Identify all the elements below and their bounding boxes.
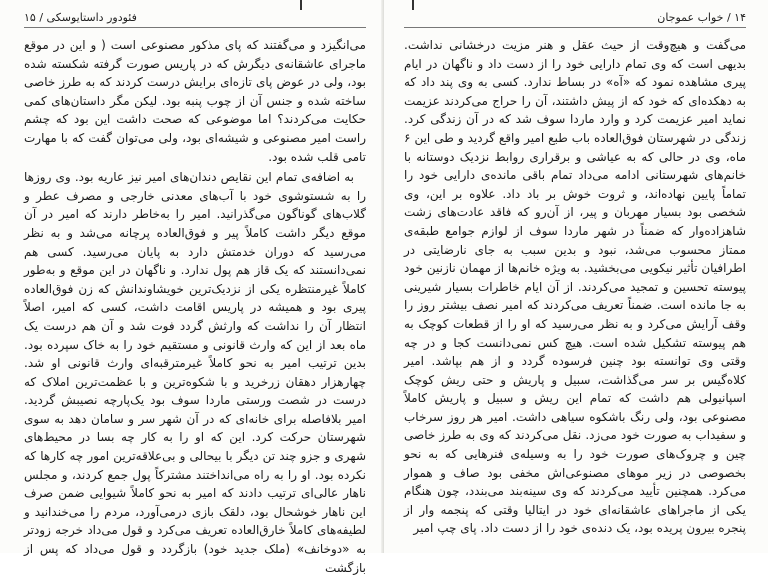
left-running-head: فئودور داستایوسکی / ۱۵ (24, 11, 137, 24)
left-head-rule (24, 27, 366, 28)
right-paragraph-1: می‌گفت و هیچ‌وقت از حیث عقل و هنر مزیت درخشانی نداشت. بدیهی است که وی تمام دارایی خود را از دست داد و ناگهان در ایام پیری مشاهده نمود که «آه» در بساط ندارد. کسی به وی پند داد که به دهکده‌ای که خود که از پیش داشتند، آن را حراج می‌کردند عزیمت نماید امیر عزیمت کرد و وارد ماردا سوف شد که در آن زندگی کرد. زندگی در شهرستان فوق‌العاده باب طبع امیر واقع گردید و طی این ۶ ماه، وی در حالی که به عیاشی و برقراری روابط نزدیک دوستانه با خانم‌های شهرستانی ادامه می‌داد تمام باقی مانده‌ی دارایی خود را تماماً پایین نهاده‌اند، و ثروت خوش بر باد داد. علاوه بر این، وی شخصی بود بسیار مهربان و پیر، از آن‌رو که فاقد عادت‌های زشت شاهزاده‌وار که ضمناً در شهر ماردا سوف از لوازم جوامع طبقه‌ی ممتاز محسوب می‌شد، نبود و بدین سبب به جای نارضایتی در اطرافیان تأثیر نیکویی می‌بخشید. به ویژه خانم‌ها از مهمان نازنین خود پیوسته تحسین و تمجید می‌کردند. از آن ایام خاطرات بسیار شیرینی به جا مانده است. ضمناً تعریف می‌کردند که امیر نصف بیشتر روز را وقف آرایش می‌کرد و به نظر می‌رسید که او را از قطعات کوچک به هم پیوسته تشکیل شده است. هیچ کس نمی‌دانست کجا و در چه وقتی وی توانسته بود چنین فرسوده گردد و از هم بپاشد. امیر کلاه‌گیس بر سر می‌گذاشت، سبیل و پاریش و حتی ریش کوچک اسپانیولی هم داشت که تمام این ریش و سبیل و پاریش کاملاً مصنوعی بود، ولی رنگ باشکوه سیاهی داشت. امیر هر روز سرخاب و سفیداب به صورت خود می‌زد. نقل می‌کردند که وی به طرز خاصی چین و چروک‌های صورت خود را به وسیله‌ی فنرهایی که به نحو بخصوصی در زیر موهای مصنوعی‌اش مخفی بود صاف و هموار می‌کرد. همچنین تأیید می‌کردند که وی سینه‌بند می‌بندد، چون هنگام یکی از ماجراهای عاشقانه‌ای خود در ایتالیا وقتی که پنجمه وار از پنجره بیرون پریده بود، یک دنده‌ی خود را از دست داد. پای چپ امیر (404, 38, 746, 536)
left-page (0, 0, 384, 575)
left-paragraph-2: به اضافه‌ی تمام این نقایص دندان‌های امیر نیز عاریه بود. وی روزها را به شستوشوی خود با آب‌های معدنی خارجی و مصرف عطر و گلاب‌های گوناگون می‌گذرانید. امیر را به‌خاطر دارند که امیر در آن موقع دیگر داشت کاملاً پیر و فوق‌العاده پرچانه می‌شد و به نظر می‌رسید که دوران خدمتش دارد به پایان می‌رسید. کسی هم نمی‌دانستند که یک قاز هم پول ندارد. و ناگهان در این موقع و به‌طور کاملاً غیرمنتظره یکی از نزدیک‌ترین خویشاوندانش که زن فوق‌العاده پیری بود و همیشه در پاریس اقامت داشت، کسی که امیر، اصلاً انتظار آن را نداشت که وارثش گردد فوت شد و آن هم درست یک ماه بعد از این که وارث قانونی و مستقیم خود را به خاک سپرده بود. بدین ترتیب امیر به نحو کاملاً غیرمترقبه‌ای وارث قانونی او شد. چهارهزار دهقان زرخرید و با شکوه‌ترین و با عظمت‌ترین املاک که درست در شصت ورستی ماردا سوف بود یک‌پارچه نصیبش گردید. امیر بلافاصله برای خانه‌ای که در آن شهر سر و سامان دهد به سوی شهرستان حرکت کرد. این که او را به کار چه بسا در محیط‌های شهری و جزو چند تن دیگر با بیحالی و بی‌علاقه‌ترین امور چه کارها که نکرده بود. او را به راه می‌انداختند مشترکاً پول جمع کردند، و مجلس ناهار عالی‌ای ترتیب دادند که امیر به نحو کاملاً شیوایی ضمن صرف این ناهار خوشحال بود، دلقک بازی درمی‌آورد، مردم را می‌خندانید و لطیفه‌های کاملاً خارق‌العاده تعریف می‌کرد و قول می‌داد خرجه زودتر به «دوخانف» (ملک جدید خود) بازگردد و قول می‌داد که پس از بازگشت (24, 170, 366, 575)
right-head-rule (404, 27, 746, 28)
right-running-head: ۱۴ / خواب عموجان (657, 11, 746, 24)
right-body-text (404, 36, 746, 538)
right-page (384, 0, 768, 553)
scan-mark (412, 0, 414, 10)
scan-mark (300, 0, 302, 10)
left-body-text (24, 36, 366, 577)
left-paragraph-1: می‌انگیزد و می‌گفتند که پای مذکور مصنوعی است ( و این در موقع ماجرای عاشقانه‌ی دیگرش که در پاریس صورت گرفته شکسته شده بود، ولی در عوض پای تازه‌ای برایش درست کردند که به طرز خاصی ساخته شده و جنس آن از چوب پنبه بود. لیکن مگر داستان‌های کمی حکایت می‌کردند؟ اما موضوعی که صحت داشت این بود که چشم راست امیر مصنوعی و شیشه‌ای بود، ولی می‌توان گفت که با مهارت تامی قلب شده بود. (24, 38, 366, 164)
